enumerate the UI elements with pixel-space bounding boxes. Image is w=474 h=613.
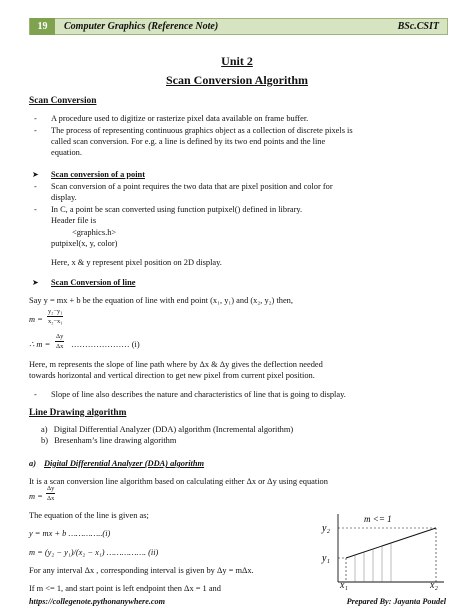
section-heading-scan-conversion: Scan Conversion [29, 96, 97, 106]
figure-label-x2: x₂ [430, 580, 438, 591]
section-heading-line-drawing: Line Drawing algorithm [29, 408, 127, 418]
header-course: BSc.CSIT [397, 21, 439, 32]
bullet-dash: - [34, 205, 37, 214]
dda-heading: Digital Differential Analyzer (DDA) algorithm [44, 459, 205, 468]
scan-bullet-2-line3: equation. [51, 148, 82, 157]
chapter-title: Scan Conversion Algorithm [165, 73, 308, 87]
figure-condition: m <= 1 [364, 514, 392, 524]
dda-delta-x: Δx [47, 495, 55, 502]
point-bullet-1-line1: Scan conversion of a point requires the two data that are pixel position and color for [51, 182, 333, 191]
line-equation-intro: Say y = mx + b be the equation of line with end point (x₁, y₁) and (x₂, y₂) then, [29, 296, 293, 305]
point-note: Here, x & y represent pixel position on 2D display. [51, 258, 222, 267]
algorithm-item-a: a) Digital Differential Analyzer (DDA) algorithm (Incremental algorithm) [41, 425, 294, 434]
figure-label-y1: y₁ [322, 553, 330, 564]
figure-label-y2: y₂ [322, 523, 330, 534]
slope-desc-line2: towards horizontal and vertical direction to get new pixel from current pixel position. [29, 371, 315, 380]
slope-desc-line1: Here, m represents the slope of line path where by Δx & Δy gives the deflection needed [29, 360, 323, 369]
dda-interval: For any interval Δx , corresponding interval is given by Δy = mΔx. [29, 566, 254, 575]
dda-heading-prefix: a) [29, 459, 36, 468]
dda-delta-y: Δy [47, 485, 55, 492]
figure-label-x1: x₁ [340, 580, 348, 591]
header-file-text: Header file is [51, 216, 97, 225]
dda-intro: The equation of the line is given as; [29, 511, 149, 520]
delta-y: Δy [56, 333, 64, 340]
point-bullet-1-line2: display. [51, 193, 77, 202]
slope-numerator: y₂−y₁ [48, 308, 63, 315]
bullet-dash: - [34, 126, 37, 135]
section-heading-point: Scan conversion of a point [51, 170, 145, 179]
arrow-bullet-icon: ➤ [32, 278, 39, 287]
slope-lhs: m = [29, 315, 43, 324]
scan-bullet-2-line1: The process of representing continuous graphics object as a collection of discrete pixels is [51, 126, 353, 135]
arrow-bullet-icon: ➤ [32, 170, 39, 179]
slope-figure [318, 508, 448, 588]
page-number: 19 [30, 18, 55, 35]
delta-x: Δx [56, 343, 64, 350]
algorithm-item-b: b) Bresenham’s line drawing algorithm [41, 436, 177, 445]
dda-text-1: It is a scan conversion line algorithm based on calculating either Δx or Δy using equation [29, 477, 328, 486]
slope-bullet: Slope of line also describes the nature and characteristics of line that is going to display. [51, 390, 346, 399]
section-heading-line: Scan Conversion of line [51, 278, 136, 287]
scan-bullet-1: A procedure used to digitize or rasterize pixel data available on frame buffer. [51, 114, 309, 123]
putpixel-call: putpixel(x, y, color) [51, 239, 118, 248]
dda-equation-i: y = mx + b …………..(i) [29, 529, 111, 538]
equation-label-i: ………………… (i) [71, 340, 140, 349]
dda-last-line: If m <= 1, and start point is left endpoint then Δx = 1 and [29, 584, 221, 593]
include-text: <graphics.h> [72, 228, 117, 237]
point-bullet-2: In C, a point be scan converted using function putpixel() defined in library. [51, 205, 303, 214]
bullet-dash: - [34, 390, 37, 399]
footer-prepared-by: Prepared By: Jayanta Poudel [346, 597, 446, 606]
header-title: Computer Graphics (Reference Note) [64, 21, 219, 32]
footer-url[interactable]: https://collegenote.pythonanywhere.com [29, 597, 165, 606]
page-header [29, 18, 448, 35]
dda-equation-ii: m = (y₂ − y₁)/(x₂ − x₁) ……………. (ii) [29, 548, 159, 557]
scan-bullet-2-line2: called scan conversion. For e.g. a line is defined by its two end points and the line [51, 137, 326, 146]
bullet-dash: - [34, 114, 37, 123]
dda-m-lhs: m = [29, 492, 43, 501]
slope-denominator: x₂−x₁ [48, 318, 63, 325]
therefore-lhs: ∴ m = [29, 340, 51, 349]
bullet-dash: - [34, 182, 37, 191]
unit-title: Unit 2 [221, 54, 253, 68]
